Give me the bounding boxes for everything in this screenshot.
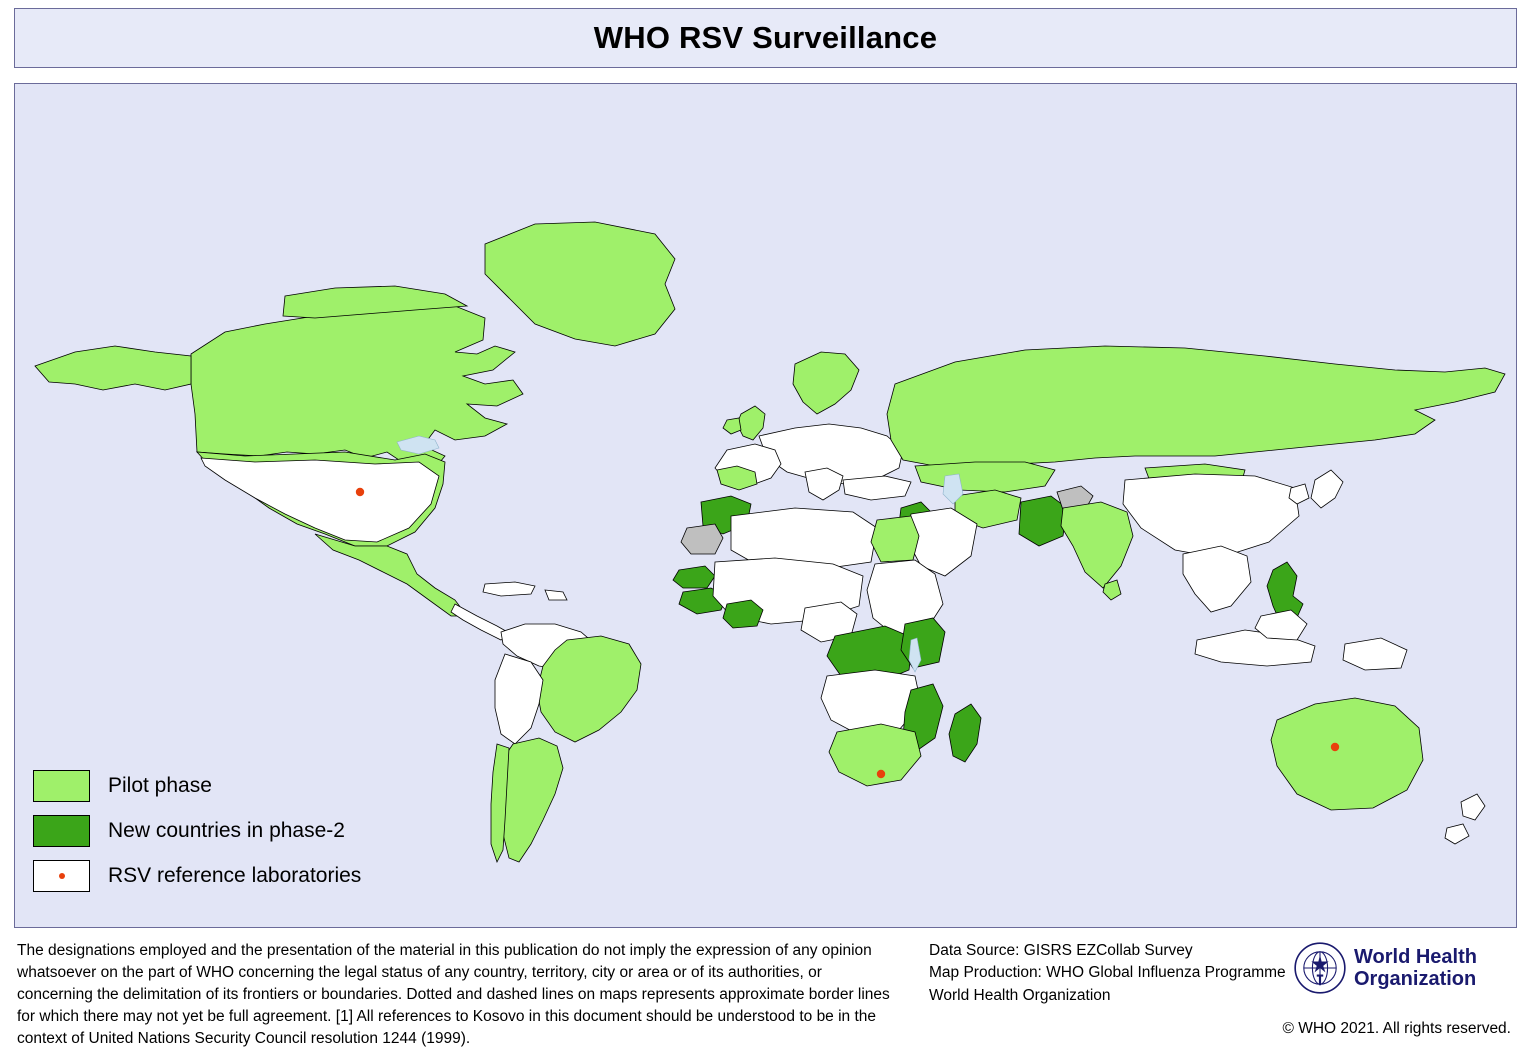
organization-line: World Health Organization bbox=[929, 986, 1111, 1004]
legend-label-phase2: New countries in phase-2 bbox=[108, 819, 345, 842]
source-block bbox=[929, 940, 1329, 1007]
map-legend bbox=[33, 768, 453, 903]
country-egypt bbox=[871, 516, 919, 562]
legend-label-reference-labs: RSV reference laboratories bbox=[108, 864, 362, 887]
legend-label-pilot-phase: Pilot phase bbox=[108, 774, 212, 797]
disclaimer-text: The designations employed and the presentation of the material in this publication do not imply the expression of any opinion whatsoever on the part of WHO concerning the legal status of any country, territory, city or area or of its authorities, or concerning the delimitation of its frontiers or boundaries. Dotted and dashed lines on maps represents approximate border lines for which there may not yet be full agreement. [1] All references to Kosovo in this document should be understood to be in the context of United Nations Security Council resolution 1244 (1999). bbox=[17, 942, 890, 1047]
legend-item-pilot-phase bbox=[33, 768, 453, 804]
map-panel[interactable] bbox=[14, 83, 1517, 928]
legend-swatch-phase2 bbox=[33, 815, 90, 847]
lab-dot-united-states bbox=[356, 488, 364, 496]
territory-western-sahara bbox=[681, 524, 723, 554]
data-source-line: Data Source: GISRS EZCollab Survey bbox=[929, 942, 1193, 959]
who-logo-line2: Organization bbox=[1354, 968, 1477, 990]
legend-item-phase2 bbox=[33, 813, 453, 849]
who-logo-text bbox=[1354, 946, 1477, 991]
page-title: WHO RSV Surveillance bbox=[593, 20, 938, 55]
legend-item-reference-labs bbox=[33, 858, 453, 894]
country-uganda-kenya bbox=[901, 618, 945, 668]
legend-swatch-pilot-phase bbox=[33, 770, 90, 802]
title-bar bbox=[14, 8, 1517, 68]
who-logo-line1: World Health bbox=[1354, 945, 1477, 968]
copyright-text: © WHO 2021. All rights reserved. bbox=[1282, 1020, 1511, 1037]
legend-swatch-reference-labs bbox=[33, 860, 90, 892]
lab-dot-south-africa bbox=[877, 770, 885, 778]
who-emblem-icon bbox=[1293, 941, 1347, 995]
map-production-line: Map Production: WHO Global Influenza Programme bbox=[929, 964, 1286, 982]
who-logo bbox=[1293, 938, 1513, 998]
footer bbox=[14, 936, 1517, 1048]
lab-dot-australia bbox=[1331, 743, 1339, 751]
